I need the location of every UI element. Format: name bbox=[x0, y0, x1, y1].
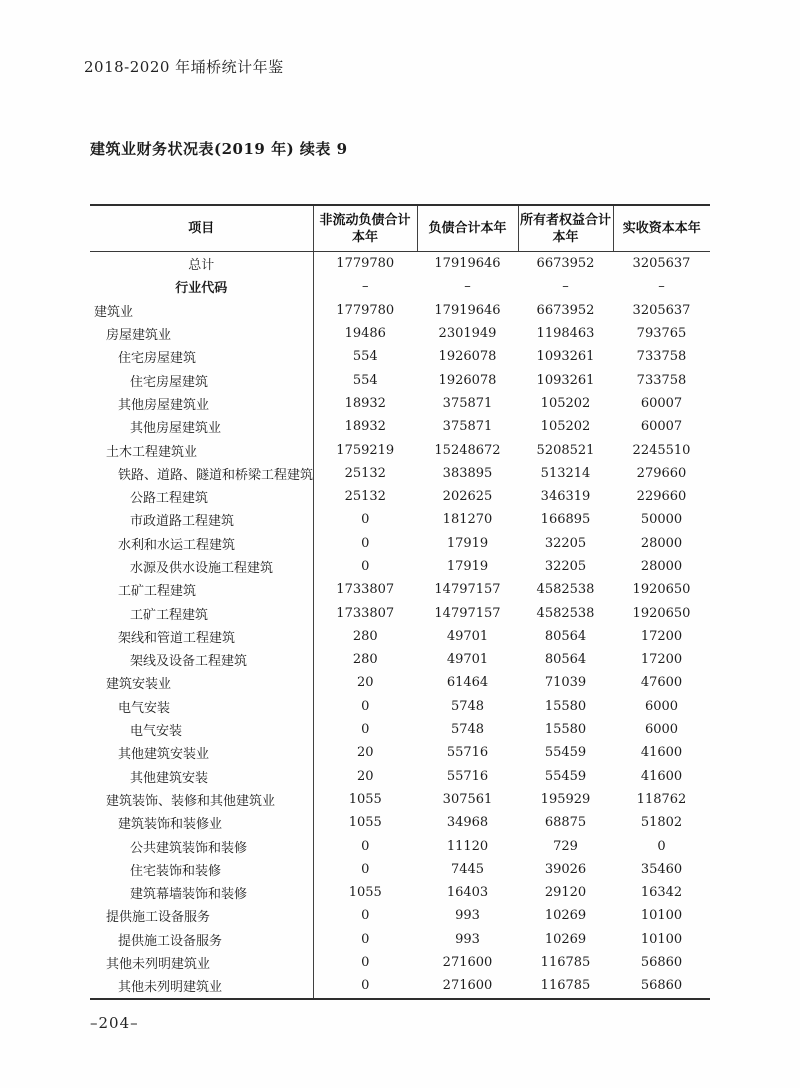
column-header-text: 实收资本本年 bbox=[622, 221, 701, 236]
cell-value: 280 bbox=[352, 628, 378, 644]
table-row bbox=[90, 718, 710, 741]
cell-value: 60007 bbox=[640, 395, 683, 411]
cell-value: 61464 bbox=[446, 675, 489, 691]
cell-value: 14797157 bbox=[434, 582, 501, 598]
cell-value: 15580 bbox=[544, 698, 587, 714]
row-label: 住宅房屋建筑 bbox=[90, 345, 313, 368]
column-header-text: 项目 bbox=[188, 221, 215, 236]
table-row bbox=[90, 695, 710, 718]
column-header-item bbox=[90, 205, 313, 252]
cell-value: 6000 bbox=[644, 698, 679, 714]
cell-value: 55459 bbox=[544, 745, 587, 761]
cell-value: 20 bbox=[356, 675, 374, 691]
column-header-text: 非流动负债合计 bbox=[319, 212, 411, 228]
cell-value: 0 bbox=[361, 931, 370, 947]
cell-value: 993 bbox=[455, 931, 480, 947]
table-row bbox=[90, 532, 710, 555]
row-label: 铁路、道路、隧道和桥梁工程建筑 bbox=[90, 462, 313, 485]
row-label: 电气安装 bbox=[90, 695, 313, 718]
cell-value: 56860 bbox=[640, 978, 683, 994]
row-label: 房屋建筑业 bbox=[90, 322, 313, 345]
cell-value: 17919646 bbox=[434, 256, 501, 272]
cell-value: 271600 bbox=[442, 978, 493, 994]
cell-value: 28000 bbox=[640, 535, 683, 551]
cell-value: 993 bbox=[455, 908, 480, 924]
cell-value: 15580 bbox=[544, 722, 587, 738]
cell-value: 19486 bbox=[344, 326, 386, 342]
column-header-text: 所有者权益合计 bbox=[519, 212, 611, 228]
row-label: 电气安装 bbox=[90, 718, 313, 741]
cell-value: 375871 bbox=[442, 395, 493, 411]
cell-value: 55459 bbox=[544, 768, 587, 784]
cell-value: 383895 bbox=[442, 465, 493, 481]
cell-value: 17919 bbox=[446, 559, 489, 574]
table-row bbox=[90, 415, 710, 438]
column-header-total-liabilities bbox=[417, 205, 518, 252]
cell-value: – bbox=[562, 279, 569, 295]
cell-value: 49701 bbox=[446, 628, 489, 644]
column-header-noncurrent-liabilities bbox=[313, 205, 417, 252]
cell-value: 0 bbox=[361, 955, 370, 971]
cell-value: 1779780 bbox=[336, 256, 395, 272]
cell-value: 16342 bbox=[640, 885, 683, 901]
cell-value: 25132 bbox=[344, 489, 386, 505]
cell-value: 279660 bbox=[636, 465, 687, 481]
cell-value: 181270 bbox=[442, 512, 493, 528]
row-label: 工矿工程建筑 bbox=[90, 578, 313, 601]
row-label: 总计 bbox=[90, 252, 313, 276]
cell-value: 10269 bbox=[544, 931, 587, 947]
row-label: 行业代码 bbox=[90, 275, 313, 298]
table-row bbox=[90, 252, 710, 276]
page-number: –204– bbox=[90, 1014, 139, 1032]
book-title: 2018-2020 年埇桥统计年鉴 bbox=[84, 58, 284, 76]
cell-value: 7445 bbox=[450, 861, 485, 877]
table-row bbox=[90, 462, 710, 485]
cell-value: 1055 bbox=[348, 791, 382, 807]
cell-value: 56860 bbox=[640, 955, 683, 971]
cell-value: 0 bbox=[361, 861, 370, 877]
cell-value: 18932 bbox=[344, 419, 386, 435]
cell-value: 1055 bbox=[348, 885, 382, 901]
cell-value: 116785 bbox=[540, 978, 591, 994]
cell-value: 17200 bbox=[640, 652, 683, 668]
cell-value: 18932 bbox=[344, 395, 386, 411]
table-row bbox=[90, 578, 710, 601]
table-row bbox=[90, 438, 710, 461]
cell-value: 11120 bbox=[446, 838, 489, 854]
table-row bbox=[90, 811, 710, 834]
column-header-paid-in-capital bbox=[613, 205, 710, 252]
cell-value: 307561 bbox=[442, 791, 493, 807]
row-label: 建筑装饰和装修业 bbox=[90, 811, 313, 834]
cell-value: 1733807 bbox=[336, 582, 395, 598]
table-row bbox=[90, 671, 710, 694]
cell-value: 10100 bbox=[640, 908, 683, 924]
cell-value: 47600 bbox=[640, 675, 683, 691]
cell-value: 34968 bbox=[446, 815, 489, 831]
table-row bbox=[90, 765, 710, 788]
row-label: 其他建筑安装业 bbox=[90, 741, 313, 764]
table-row bbox=[90, 625, 710, 648]
table-row bbox=[90, 648, 710, 671]
cell-value: 105202 bbox=[540, 419, 591, 435]
table-row bbox=[90, 368, 710, 391]
cell-value: 3205637 bbox=[632, 302, 691, 318]
cell-value: 1055 bbox=[348, 815, 382, 831]
table-body bbox=[90, 252, 710, 999]
cell-value: 116785 bbox=[540, 955, 591, 971]
cell-value: 41600 bbox=[640, 768, 683, 784]
cell-value: – bbox=[464, 279, 471, 295]
cell-value: 5748 bbox=[450, 698, 485, 714]
cell-value: 5748 bbox=[450, 722, 485, 738]
cell-value: 1093261 bbox=[536, 349, 595, 365]
header-row bbox=[90, 205, 710, 252]
cell-value: 1759219 bbox=[336, 442, 395, 458]
table-row bbox=[90, 928, 710, 951]
table-row bbox=[90, 788, 710, 811]
cell-value: 733758 bbox=[636, 349, 687, 365]
cell-value: 5208521 bbox=[536, 442, 595, 458]
row-label: 工矿工程建筑 bbox=[90, 601, 313, 624]
cell-value: 17200 bbox=[640, 628, 683, 644]
cell-value: 71039 bbox=[544, 675, 587, 691]
cell-value: 733758 bbox=[636, 372, 687, 388]
row-label: 架线及设备工程建筑 bbox=[90, 648, 313, 671]
row-label: 市政道路工程建筑 bbox=[90, 508, 313, 531]
cell-value: 80564 bbox=[544, 628, 587, 644]
table-header bbox=[90, 205, 710, 252]
table-row bbox=[90, 741, 710, 764]
cell-value: 41600 bbox=[640, 745, 683, 761]
table-row bbox=[90, 322, 710, 345]
cell-value: 0 bbox=[361, 559, 370, 574]
table-row bbox=[90, 485, 710, 508]
cell-value: 0 bbox=[361, 838, 370, 854]
row-label: 其他房屋建筑业 bbox=[90, 415, 313, 438]
cell-value: 32205 bbox=[544, 535, 587, 551]
row-label: 架线和管道工程建筑 bbox=[90, 625, 313, 648]
row-label: 住宅装饰和装修 bbox=[90, 858, 313, 881]
cell-value: 513214 bbox=[540, 465, 591, 481]
cell-value: 25132 bbox=[344, 465, 386, 481]
cell-value: 1926078 bbox=[438, 349, 497, 365]
column-header-text: 本年 bbox=[552, 229, 579, 245]
cell-value: 1926078 bbox=[438, 372, 497, 388]
cell-value: 0 bbox=[361, 722, 370, 738]
row-label: 住宅房屋建筑 bbox=[90, 368, 313, 391]
table-row bbox=[90, 508, 710, 531]
table-row bbox=[90, 299, 710, 322]
cell-value: 793765 bbox=[636, 326, 687, 342]
cell-value: 1093261 bbox=[536, 372, 595, 388]
cell-value: 6673952 bbox=[536, 256, 595, 272]
cell-value: 1779780 bbox=[336, 302, 395, 318]
cell-value: 6000 bbox=[644, 722, 679, 738]
column-header-text: 负债合计本年 bbox=[428, 221, 507, 236]
cell-value: 554 bbox=[352, 349, 378, 365]
cell-value: 51802 bbox=[640, 815, 683, 831]
cell-value: 4582538 bbox=[536, 605, 595, 621]
cell-value: 28000 bbox=[640, 559, 683, 574]
cell-value: 14797157 bbox=[434, 605, 501, 621]
row-label: 建筑安装业 bbox=[90, 671, 313, 694]
cell-value: 20 bbox=[356, 768, 374, 784]
row-label: 建筑装饰、装修和其他建筑业 bbox=[90, 788, 313, 811]
table-row bbox=[90, 834, 710, 857]
cell-value: 4582538 bbox=[536, 582, 595, 598]
row-label: 其他未列明建筑业 bbox=[90, 974, 313, 998]
table-row bbox=[90, 392, 710, 415]
row-label: 提供施工设备服务 bbox=[90, 904, 313, 927]
row-label: 公路工程建筑 bbox=[90, 485, 313, 508]
row-label: 提供施工设备服务 bbox=[90, 928, 313, 951]
cell-value: 1733807 bbox=[336, 605, 395, 621]
column-header-owners-equity bbox=[518, 205, 613, 252]
cell-value: 1920650 bbox=[632, 582, 691, 598]
cell-value: 55716 bbox=[446, 745, 489, 761]
cell-value: 280 bbox=[352, 652, 378, 668]
cell-value: 375871 bbox=[442, 419, 493, 435]
cell-value: 20 bbox=[356, 745, 374, 761]
table-row bbox=[90, 555, 710, 578]
cell-value: 16403 bbox=[446, 885, 489, 901]
cell-value: 55716 bbox=[446, 768, 489, 784]
cell-value: 118762 bbox=[636, 791, 687, 807]
cell-value: 0 bbox=[657, 838, 666, 854]
cell-value: 729 bbox=[553, 838, 578, 854]
table-row bbox=[90, 858, 710, 881]
cell-value: 80564 bbox=[544, 652, 587, 668]
cell-value: 1920650 bbox=[632, 605, 691, 621]
cell-value: 0 bbox=[361, 698, 370, 714]
cell-value: 32205 bbox=[544, 559, 587, 574]
cell-value: 0 bbox=[361, 535, 370, 551]
cell-value: 0 bbox=[361, 978, 370, 994]
cell-value: 15248672 bbox=[434, 442, 501, 458]
table-row bbox=[90, 974, 710, 998]
row-label: 其他建筑安装 bbox=[90, 765, 313, 788]
table-row bbox=[90, 275, 710, 298]
cell-value: 0 bbox=[361, 908, 370, 924]
row-label: 水利和水运工程建筑 bbox=[90, 532, 313, 555]
cell-value: 202625 bbox=[442, 489, 493, 505]
row-label: 建筑幕墙装饰和装修 bbox=[90, 881, 313, 904]
cell-value: 39026 bbox=[544, 861, 587, 877]
cell-value: 554 bbox=[352, 372, 378, 388]
cell-value: 0 bbox=[361, 512, 370, 528]
row-label: 水源及供水设施工程建筑 bbox=[90, 555, 313, 578]
row-label: 其他未列明建筑业 bbox=[90, 951, 313, 974]
cell-value: 10269 bbox=[544, 908, 587, 924]
table-row bbox=[90, 601, 710, 624]
cell-value: 10100 bbox=[640, 931, 683, 947]
cell-value: 105202 bbox=[540, 395, 591, 411]
cell-value: 195929 bbox=[540, 791, 591, 807]
cell-value: 166895 bbox=[540, 512, 591, 528]
cell-value: 49701 bbox=[446, 652, 489, 668]
financial-table bbox=[90, 204, 710, 1000]
cell-value: 1198463 bbox=[536, 326, 595, 342]
cell-value: 60007 bbox=[640, 419, 683, 435]
table-row bbox=[90, 345, 710, 368]
cell-value: 50000 bbox=[640, 512, 683, 528]
cell-value: 17919 bbox=[446, 535, 489, 551]
cell-value: 17919646 bbox=[434, 302, 501, 318]
cell-value: 271600 bbox=[442, 955, 493, 971]
cell-value: 2301949 bbox=[438, 326, 497, 342]
table-row bbox=[90, 951, 710, 974]
cell-value: 68875 bbox=[544, 815, 587, 831]
cell-value: 229660 bbox=[636, 489, 687, 505]
table-row bbox=[90, 881, 710, 904]
row-label: 其他房屋建筑业 bbox=[90, 392, 313, 415]
table-row bbox=[90, 904, 710, 927]
cell-value: 29120 bbox=[544, 885, 587, 901]
row-label: 土木工程建筑业 bbox=[90, 438, 313, 461]
cell-value: 346319 bbox=[540, 489, 591, 505]
column-header-text: 本年 bbox=[351, 229, 378, 245]
row-label: 建筑业 bbox=[90, 299, 313, 322]
cell-value: 35460 bbox=[640, 861, 683, 877]
cell-value: – bbox=[362, 279, 369, 295]
cell-value: 2245510 bbox=[632, 442, 691, 458]
cell-value: – bbox=[658, 279, 665, 295]
cell-value: 6673952 bbox=[536, 302, 595, 318]
cell-value: 3205637 bbox=[632, 256, 691, 272]
row-label: 公共建筑装饰和装修 bbox=[90, 834, 313, 857]
table-title: 建筑业财务状况表(2019 年) 续表 9 bbox=[90, 140, 348, 158]
